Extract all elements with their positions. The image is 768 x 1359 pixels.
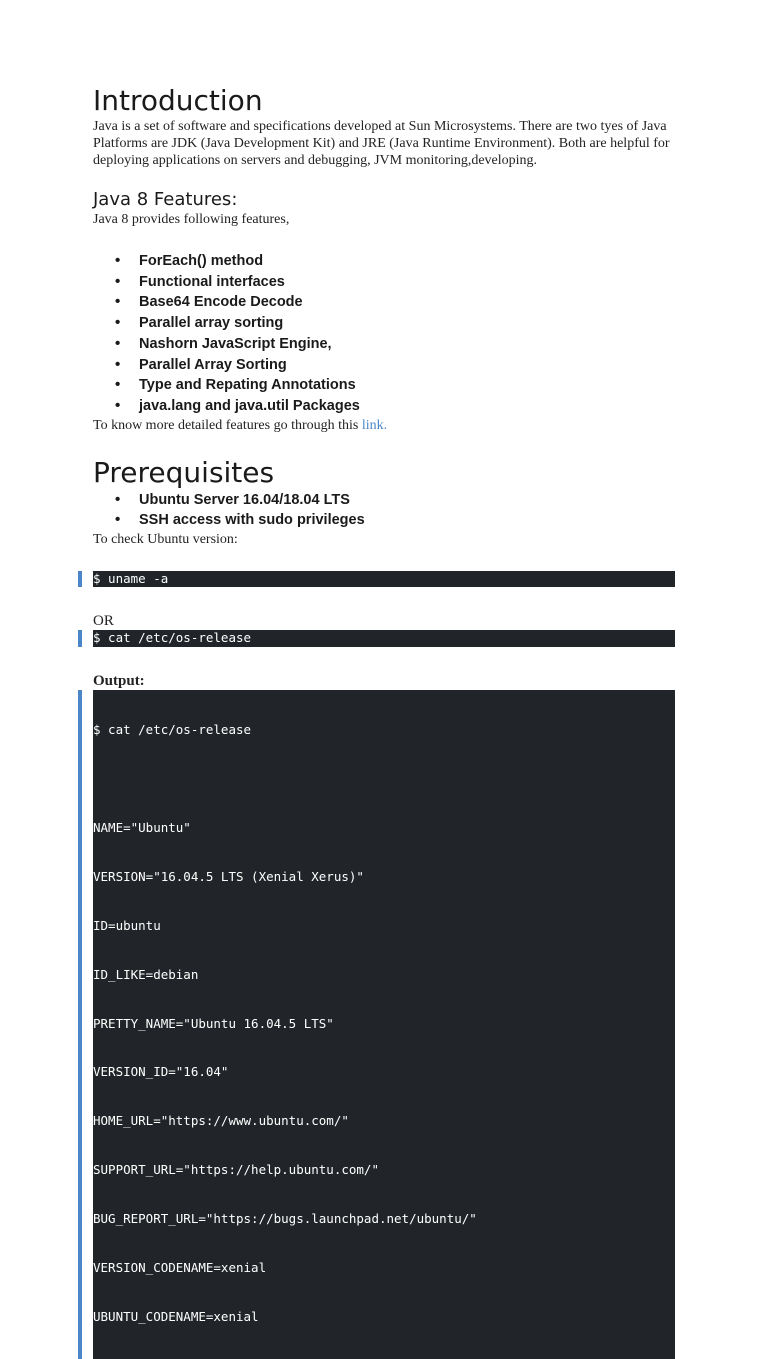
document-page: [93, 84, 675, 1359]
features-heading: Java 8 Features:: [93, 189, 238, 210]
prereq-list: [93, 490, 675, 531]
features-lead: Java 8 provides following features,: [93, 212, 290, 227]
intro-heading: Introduction: [93, 84, 263, 117]
prereq-heading: Prerequisites: [93, 455, 275, 489]
features-more-text: [93, 417, 675, 434]
or-label: OR: [93, 613, 114, 630]
code-line: ID_LIKE=debian: [93, 966, 199, 982]
features-link[interactable]: link.: [361, 417, 388, 433]
code-line: BUG_REPORT_URL="https://bugs.launchpad.net/ubuntu/": [93, 1211, 477, 1227]
code-block-os-release: $ cat /etc/os-release: [93, 630, 675, 646]
list-item: • Parallel array sorting: [139, 313, 675, 334]
list-item: • java.lang and java.util Packages: [139, 396, 675, 417]
code-line: PRETTY_NAME="Ubuntu 16.04.5 LTS": [93, 1015, 334, 1031]
list-item: • Nashorn JavaScript Engine,: [139, 334, 675, 355]
list-item: • ForEach() method: [139, 251, 675, 272]
code-block-uname: $ uname -a: [93, 571, 675, 587]
features-more-prefix: To know more detailed features go through this: [93, 417, 362, 433]
features-list: [93, 251, 675, 417]
list-item: • Parallel Array Sorting: [139, 355, 675, 376]
code-line: HOME_URL="https://www.ubuntu.com/": [93, 1113, 349, 1129]
list-item: • Functional interfaces: [139, 272, 675, 293]
list-item: • Type and Repating Annotations: [139, 375, 675, 396]
code-line: VERSION="16.04.5 LTS (Xenial Xerus)": [93, 868, 364, 884]
code-line: SUPPORT_URL="https://help.ubuntu.com/": [93, 1162, 379, 1178]
code-line: $ cat /etc/os-release: [93, 722, 252, 738]
list-item: • SSH access with sudo privileges: [139, 510, 675, 531]
code-line: [93, 771, 675, 787]
check-version-text: To check Ubuntu version:: [93, 532, 238, 548]
code-line: NAME="Ubuntu": [93, 820, 191, 835]
code-line: VERSION_CODENAME=xenial: [93, 1260, 267, 1276]
list-item: • Ubuntu Server 16.04/18.04 LTS: [139, 490, 675, 511]
code-line: UBUNTU_CODENAME=xenial: [93, 1308, 259, 1324]
code-line: ID=ubuntu: [93, 917, 161, 933]
code-block-output: [93, 690, 675, 1359]
code-line: VERSION_ID="16.04": [93, 1064, 229, 1080]
list-item: • Base64 Encode Decode: [139, 292, 675, 313]
output-label: Output:: [93, 672, 145, 689]
intro-paragraph: Java is a set of software and specifications developed at Sun Microsystems. There are two tyes of Java Platforms are JDK (Java Development Kit) and JRE (Java Runtime Environment). Both are helpful for deploying applications on servers and debugging, JVM monitoring,developing.: [93, 119, 670, 168]
